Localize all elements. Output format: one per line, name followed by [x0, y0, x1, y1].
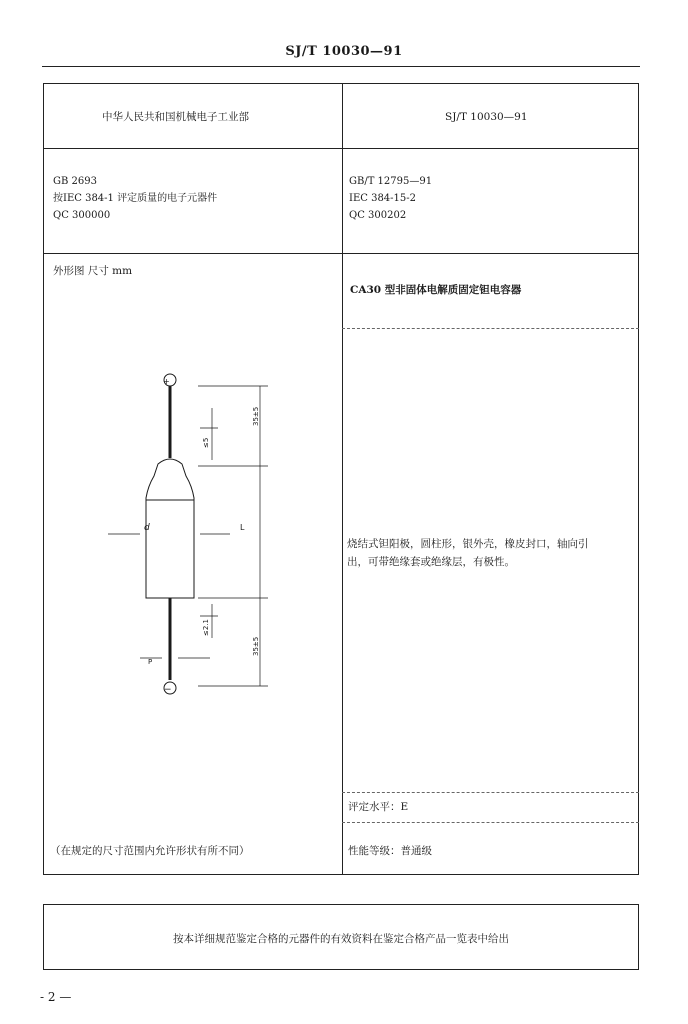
svg-text:+: +: [163, 377, 170, 386]
org-name: 中华人民共和国机械电子工业部: [102, 111, 249, 123]
left-ref-1: GB 2693: [53, 176, 97, 187]
right-ref-3: QC 300202: [349, 210, 407, 221]
page-header-title: SJ/T 10030—91: [285, 44, 403, 59]
right-ref-1: GB/T 12795—91: [349, 176, 433, 187]
dim-lead-bottom: 35±5: [252, 636, 260, 656]
row-divider-right-1: [342, 328, 639, 329]
row-divider-right-3: [342, 822, 639, 823]
description-line-1: 烧结式钽阳极，圆柱形，银外壳，橡皮封口，轴向引: [347, 538, 589, 550]
dim-offset-bottom: ≤2.1: [202, 619, 210, 636]
drawing-note: （在规定的尺寸范围内允许形状有所不同）: [50, 845, 250, 857]
page-number: - 2 —: [40, 990, 72, 1004]
dim-offset-top: ≤5: [202, 437, 210, 448]
right-ref-2: IEC 384-15-2: [349, 193, 417, 204]
column-divider: [342, 83, 343, 875]
dim-lead: P: [148, 658, 153, 666]
row-divider-1: [43, 148, 639, 149]
left-ref-3: QC 300000: [53, 210, 111, 221]
left-ref-2: 按IEC 384-1 评定质量的电子元器件: [53, 193, 218, 204]
standard-number: SJ/T 10030—91: [445, 111, 528, 123]
performance-grade: 性能等级：普通级: [348, 845, 432, 857]
row-divider-right-2: [342, 792, 639, 793]
svg-text:−: −: [164, 685, 172, 695]
product-title: CA30 型非固体电解质固定钽电容器: [350, 284, 522, 296]
dim-diameter: d: [144, 523, 150, 533]
description-line-2: 出，可带绝缘套或绝缘层，有极性。: [347, 556, 515, 568]
footer-note: 按本详细规范鉴定合格的元器件的有效资料在鉴定合格产品一览表中给出: [173, 933, 509, 945]
drawing-label: 外形图 尺寸 mm: [53, 265, 133, 277]
dim-length: L: [240, 523, 245, 532]
assessment-level: 评定水平：E: [348, 801, 409, 813]
dim-lead-top: 35±5: [252, 406, 260, 426]
capacitor-outline-drawing: [100, 368, 280, 700]
row-divider-2: [43, 253, 639, 254]
header-rule: [42, 66, 640, 67]
